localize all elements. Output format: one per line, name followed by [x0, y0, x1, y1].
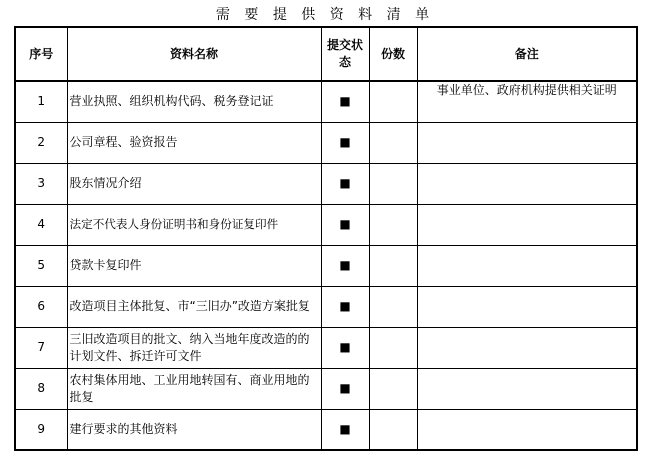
material-name: 贷款卡复印件	[67, 245, 321, 286]
table-row	[15, 81, 637, 122]
header-copies: 份数	[369, 27, 417, 81]
status-mark: ■	[321, 245, 369, 286]
copies-cell	[369, 122, 417, 163]
status-mark: ■	[321, 81, 369, 122]
status-mark: ■	[321, 122, 369, 163]
remark-cell	[417, 122, 637, 163]
remark-cell	[417, 327, 637, 368]
copies-cell	[369, 409, 417, 450]
materials-table	[14, 26, 638, 451]
remark-cell	[417, 245, 637, 286]
material-name: 建行要求的其他资料	[67, 409, 321, 450]
table-header-row	[15, 27, 637, 81]
material-name: 股东情况介绍	[67, 163, 321, 204]
status-mark: ■	[321, 368, 369, 409]
material-name: 农村集体用地、工业用地转国有、商业用地的批复	[67, 368, 321, 409]
row-number: 5	[15, 245, 67, 286]
status-mark: ■	[321, 204, 369, 245]
row-number: 2	[15, 122, 67, 163]
table-row	[15, 286, 637, 327]
row-number: 6	[15, 286, 67, 327]
copies-cell	[369, 81, 417, 122]
copies-cell	[369, 163, 417, 204]
copies-cell	[369, 327, 417, 368]
row-number: 9	[15, 409, 67, 450]
table-row	[15, 245, 637, 286]
table-row	[15, 409, 637, 450]
remark-cell	[417, 204, 637, 245]
copies-cell	[369, 204, 417, 245]
table-row	[15, 204, 637, 245]
table-row	[15, 163, 637, 204]
row-number: 1	[15, 81, 67, 122]
table-row	[15, 122, 637, 163]
copies-cell	[369, 368, 417, 409]
material-name: 改造项目主体批复、市“三旧办”改造方案批复	[67, 286, 321, 327]
header-seq: 序号	[15, 27, 67, 81]
row-number: 3	[15, 163, 67, 204]
remark-cell	[417, 163, 637, 204]
row-number: 8	[15, 368, 67, 409]
table-row	[15, 368, 637, 409]
remark-cell	[417, 409, 637, 450]
page-title: 需 要 提 供 资 料 清 单	[215, 7, 435, 23]
copies-cell	[369, 286, 417, 327]
remark-cell	[417, 286, 637, 327]
material-name: 营业执照、组织机构代码、税务登记证	[67, 81, 321, 122]
remark-cell: 事业单位、政府机构提供相关证明	[417, 81, 637, 122]
header-remark: 备注	[417, 27, 637, 81]
status-mark: ■	[321, 163, 369, 204]
row-number: 7	[15, 327, 67, 368]
remark-cell	[417, 368, 637, 409]
status-mark: ■	[321, 409, 369, 450]
status-mark: ■	[321, 286, 369, 327]
table-row	[15, 327, 637, 368]
header-status: 提交状态	[321, 27, 369, 81]
row-number: 4	[15, 204, 67, 245]
copies-cell	[369, 245, 417, 286]
material-name: 公司章程、验资报告	[67, 122, 321, 163]
material-name: 三旧改造项目的批文、纳入当地年度改造的的计划文件、拆迁许可文件	[67, 327, 321, 368]
status-mark: ■	[321, 327, 369, 368]
header-name: 资料名称	[67, 27, 321, 81]
material-name: 法定不代表人身份证明书和身份证复印件	[67, 204, 321, 245]
